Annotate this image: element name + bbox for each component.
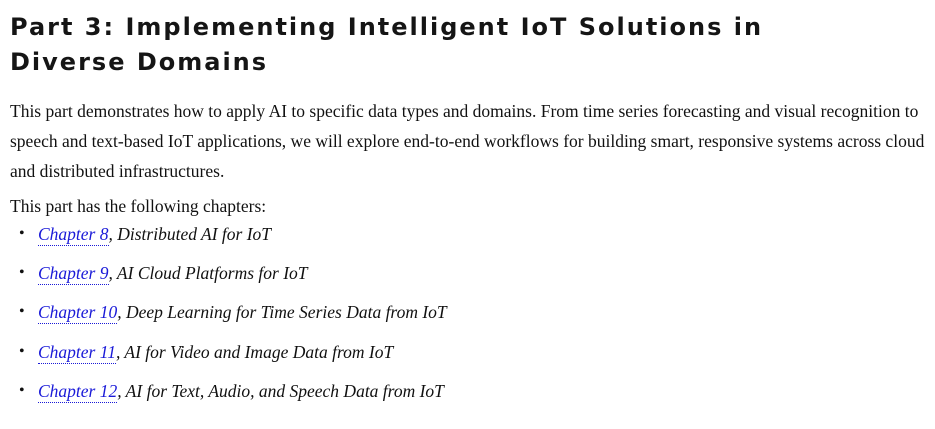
chapter-title: , AI Cloud Platforms for IoT [108,263,308,284]
chapter-list-item [10,380,927,419]
intro-paragraph: This part demonstrates how to apply AI to specific data types and domains. From time series forecasting and visual recognition to speech and text-based IoT applications, we will explore end-to-end workflows for building smart, responsive systems across cloud and distributed infrastructures. [10,101,925,181]
chapter-12-link[interactable]: Chapter 12 [38,380,118,401]
chapter-9-link[interactable]: Chapter 9 [38,263,109,284]
chapters-lead: This part has the following chapters: [10,196,267,216]
chapter-title: , Distributed AI for IoT [108,224,272,244]
chapter-list-item [10,301,927,340]
chapter-title: , Deep Learning for Time Series Data from IoT [117,302,447,323]
chapter-title: , AI for Video and Image Data from IoT [115,341,394,362]
bullet-icon: • [19,342,25,360]
part-title: Part 3: Implementing Intelligent IoT Solutions in Diverse Domains [10,13,764,76]
bullet-icon: • [19,303,25,321]
bullet-icon: • [19,381,25,399]
chapter-10-link[interactable]: Chapter 10 [38,302,118,323]
chapter-list-item [10,223,927,262]
chapter-8-link[interactable]: Chapter 8 [38,224,109,244]
chapter-list-item [10,341,927,380]
chapter-list [10,223,927,419]
chapter-title: , AI for Text, Audio, and Speech Data from IoT [117,380,444,401]
bullet-icon: • [19,264,25,282]
chapter-list-item [10,262,927,301]
chapter-11-link[interactable]: Chapter 11 [38,341,116,362]
bullet-icon: • [19,225,25,242]
